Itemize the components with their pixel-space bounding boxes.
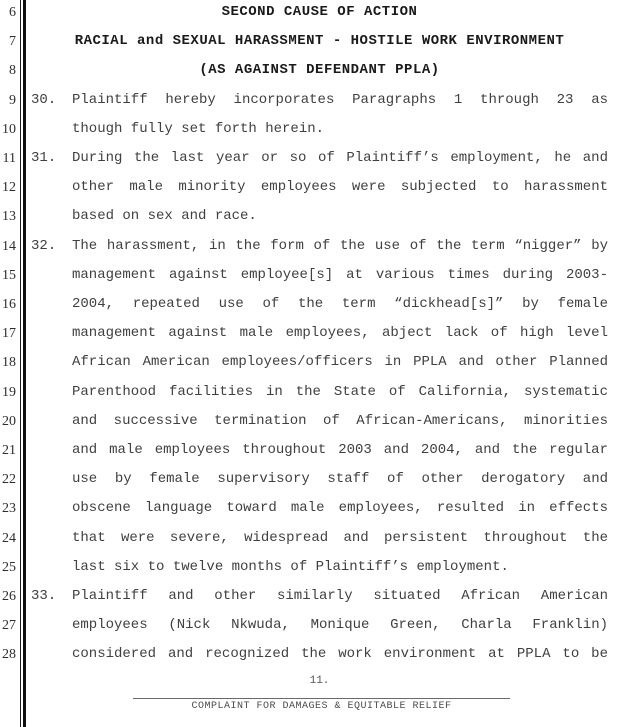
line-text: based on sex and race. <box>72 208 257 225</box>
line-text: management against employee[s] at various times during 2003- <box>72 266 608 283</box>
pleading-line-row <box>0 411 640 440</box>
line-number: 16 <box>2 297 16 312</box>
line-number: 23 <box>2 501 16 517</box>
line-content <box>31 119 608 140</box>
line-number: 10 <box>2 121 16 137</box>
paragraph-number: 33. <box>31 588 57 604</box>
line-text: (AS AGAINST DEFENDANT PPLA) <box>199 62 440 79</box>
pleading-line-row <box>0 90 640 119</box>
pleading-line-row <box>0 265 640 294</box>
pleading-line-row <box>0 31 640 60</box>
line-number: 14 <box>2 238 16 254</box>
line-text: Plaintiff hereby incorporates Paragraphs 1 through 23 as <box>72 91 608 108</box>
line-text: use by female supervisory staff of other derogatory and <box>72 471 608 488</box>
line-text: other male minority employees were subjected to harassment <box>72 179 608 196</box>
pleading-line-row <box>0 382 640 411</box>
line-number: 26 <box>2 589 16 604</box>
pleading-line-row <box>0 557 640 586</box>
line-number: 19 <box>2 384 16 400</box>
line-number: 9 <box>9 92 16 108</box>
line-text: that were severe, widespread and persistent throughout the <box>72 529 608 546</box>
line-text: obscene language toward male employees, resulted in effects <box>72 500 608 517</box>
pleading-line-row <box>0 586 640 615</box>
line-text: 2004, repeated use of the term “dickhead[s]” by female <box>72 296 608 312</box>
footer-document-title: COMPLAINT FOR DAMAGES & EQUITABLE RELIEF <box>191 701 452 712</box>
line-text: Plaintiff and other similarly situated African American <box>72 588 608 604</box>
pleading-line-row <box>0 2 640 31</box>
line-content <box>31 60 608 81</box>
pleading-line-row <box>0 294 640 323</box>
pleading-line-row <box>0 60 640 89</box>
line-number: 8 <box>9 63 16 79</box>
line-number: 6 <box>9 5 16 20</box>
pleading-line-row <box>0 177 640 206</box>
paragraph-number: 32. <box>31 237 57 254</box>
line-text: though fully set forth herein. <box>72 120 325 137</box>
pleading-line-row <box>0 469 640 498</box>
footer-rule <box>133 698 510 699</box>
line-content <box>31 31 608 52</box>
line-text: RACIAL and SEXUAL HARASSMENT - HOSTILE WORK ENVIRONMENT <box>74 33 565 50</box>
line-number: 18 <box>2 355 16 371</box>
line-text: African American employees/officers in PPLA and other Planned <box>72 354 608 371</box>
line-content <box>31 2 608 23</box>
paragraph-number: 30. <box>31 91 57 108</box>
line-text: During the last year or so of Plaintiff’s employment, he and <box>72 150 608 166</box>
line-number: 21 <box>2 443 16 458</box>
line-number: 20 <box>2 413 16 429</box>
line-text: considered and recognized the work environment at PPLA to be <box>72 646 608 663</box>
line-content <box>31 206 608 227</box>
pleading-line-row <box>0 644 640 673</box>
paragraph-number: 31. <box>31 150 57 166</box>
line-text: employees (Nick Nkwuda, Monique Green, Charla Franklin) <box>72 617 608 634</box>
pleading-line-row <box>0 119 640 148</box>
line-content <box>31 557 608 578</box>
pleading-line-row <box>0 352 640 381</box>
pleading-line-row <box>0 236 640 265</box>
pleading-line-row <box>0 615 640 644</box>
line-text: management against male employees, abject lack of high level <box>72 325 608 342</box>
line-text: and successive termination of African-Americans, minorities <box>72 412 608 429</box>
line-number: 12 <box>2 180 16 196</box>
pleading-line-row <box>0 148 640 177</box>
line-number: 24 <box>2 530 16 546</box>
line-number: 25 <box>2 559 16 575</box>
pleading-line-row <box>0 440 640 469</box>
line-number: 15 <box>2 267 16 283</box>
pleading-line-row <box>0 323 640 352</box>
pleading-line-row <box>0 206 640 235</box>
line-text: The harassment, in the form of the use of the term “nigger” by <box>72 237 608 254</box>
line-number: 13 <box>2 209 16 225</box>
line-number: 27 <box>2 618 16 634</box>
line-text: last six to twelve months of Plaintiff’s employment. <box>72 558 509 575</box>
line-number: 28 <box>2 647 16 663</box>
pleading-line-row <box>0 498 640 527</box>
line-text: and male employees throughout 2003 and 2004, and the regular <box>72 442 608 458</box>
footer-page-number: 11. <box>309 675 330 687</box>
line-text: SECOND CAUSE OF ACTION <box>221 4 418 20</box>
line-number: 17 <box>2 326 16 342</box>
pleading-line-row <box>0 528 640 557</box>
line-number: 22 <box>2 472 16 488</box>
line-text: Parenthood facilities in the State of California, systematic <box>72 383 608 400</box>
line-number: 11 <box>2 151 16 166</box>
line-number: 7 <box>9 34 16 50</box>
